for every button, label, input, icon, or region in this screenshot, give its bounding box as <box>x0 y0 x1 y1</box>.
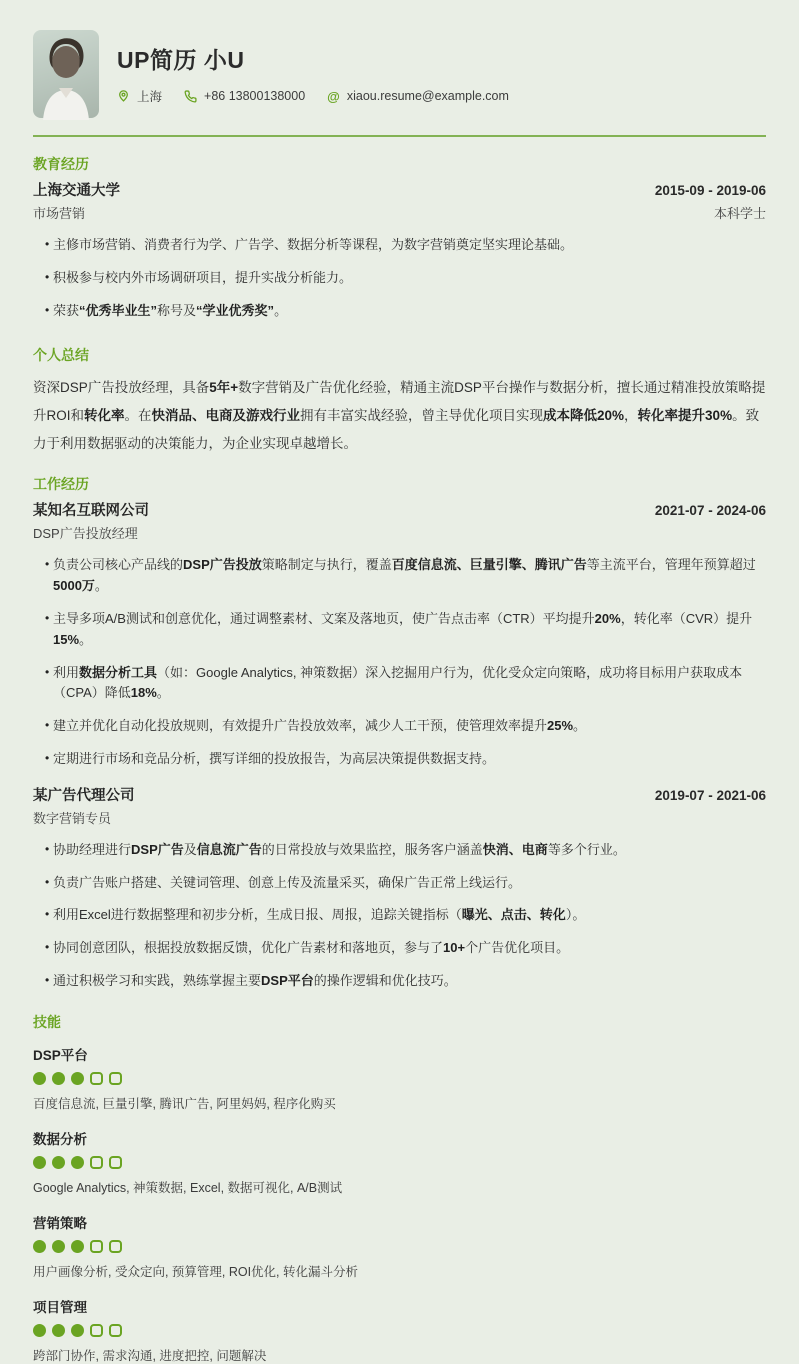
bullet-text <box>53 749 766 770</box>
education-major: 市场营销 <box>33 206 86 221</box>
skill-detail: 用户画像分析, 受众定向, 预算管理, ROI优化, 转化漏斗分析 <box>33 1264 359 1279</box>
level-dot-filled-icon <box>52 1156 65 1169</box>
plain-text: 个广告优化项目。 <box>465 940 570 956</box>
plain-text: （如：Google Analytics, 神策数据）深入挖掘用户行为，优化受众定向策略，成功将目标用户获取成本（CPA）降低 <box>53 664 743 701</box>
bullet-item <box>33 749 766 770</box>
level-dot-empty-icon <box>90 1240 103 1253</box>
bold-text: 快消品、电商及游戏行业 <box>151 408 301 424</box>
bullet-icon: • <box>45 874 50 889</box>
plain-text: 策略制定与执行，覆盖 <box>261 557 392 573</box>
level-dot-empty-icon <box>90 1156 103 1169</box>
plain-text: ， <box>624 408 638 424</box>
bullet-icon: • <box>45 750 50 765</box>
skill-level <box>33 1240 766 1253</box>
profile-photo <box>33 30 99 118</box>
level-dot-filled-icon <box>71 1240 84 1253</box>
plain-text: 协助经理进行 <box>53 841 132 857</box>
bold-text: 18% <box>130 685 157 701</box>
job-header <box>33 499 766 520</box>
phone-icon <box>184 90 197 103</box>
plain-text: 负责广告账户搭建、关键词管理、创意上传及流量采买，确保广告正常上线运行。 <box>53 874 522 890</box>
plain-text: 协同创意团队，根据投放数据反馈，优化广告素材和落地页，参与了 <box>53 940 444 956</box>
section-education <box>33 154 766 321</box>
level-dot-filled-icon <box>33 1240 46 1253</box>
skill-group <box>33 1128 766 1196</box>
level-dot-filled-icon <box>71 1072 84 1085</box>
skill-group <box>33 1212 766 1280</box>
work-jobs <box>33 499 766 991</box>
level-dot-filled-icon <box>52 1072 65 1085</box>
plain-text: 。 <box>79 631 93 647</box>
plain-text: 主导多项A/B测试和创意优化，通过调整素材、文案及落地页，使广告点击率（CTR）平均提升 <box>53 610 595 626</box>
level-dot-filled-icon <box>71 1156 84 1169</box>
level-dot-filled-icon <box>52 1324 65 1337</box>
bullet-icon: • <box>45 557 50 572</box>
bullet-text <box>53 235 766 256</box>
job-bullets <box>33 840 766 992</box>
job-role-row <box>33 808 766 827</box>
section-title-work: 工作经历 <box>33 476 89 493</box>
level-dot-filled-icon <box>52 1240 65 1253</box>
level-dot-empty-icon <box>90 1072 103 1085</box>
contact-row <box>117 87 509 105</box>
company-name: 某知名互联网公司 <box>33 503 149 520</box>
plain-text: 利用 <box>53 664 80 680</box>
bullet-text <box>53 938 766 959</box>
email-icon: @ <box>327 88 340 104</box>
skill-detail: Google Analytics, 神策数据, Excel, 数据可视化, A/B测试 <box>33 1180 343 1195</box>
header-divider <box>33 135 766 137</box>
bullet-text <box>53 840 766 861</box>
bullet-text <box>53 971 766 992</box>
plain-text: ）。 <box>565 907 586 923</box>
plain-text: 数字营销及广告优化经验，精通主流DSP平台操作与数据分析，擅长通过精准投放策略提升ROI和 <box>33 380 766 424</box>
bullet-icon: • <box>45 269 50 284</box>
bold-text: 转化率提升30% <box>637 408 733 424</box>
bullet-item <box>33 971 766 992</box>
bullet-text <box>53 609 766 651</box>
plain-text: 。 <box>573 718 587 734</box>
job-entry <box>33 499 766 769</box>
plain-text: 资深DSP广告投放经理，具备 <box>33 380 210 396</box>
bold-text: 20% <box>594 610 621 626</box>
level-dot-filled-icon <box>33 1324 46 1337</box>
plain-text: 。在 <box>124 408 152 424</box>
bullet-item <box>33 663 766 705</box>
bullet-icon: • <box>45 972 50 987</box>
bullet-item <box>33 840 766 861</box>
plain-text: 利用Excel进行数据整理和初步分析，生成日报、周报，追踪关键指标（ <box>53 907 462 923</box>
bullet-icon: • <box>45 940 50 955</box>
plain-text: ，转化率（CVR）提升 <box>620 610 753 626</box>
job-date: 2019-07 - 2021-06 <box>654 787 766 803</box>
person-silhouette-icon <box>33 32 99 120</box>
skill-group <box>33 1296 766 1364</box>
bullet-item <box>33 609 766 651</box>
section-summary <box>33 345 766 458</box>
bold-text: 5000万 <box>53 578 95 594</box>
summary-text <box>33 374 766 458</box>
bold-text: DSP广告投放 <box>183 557 262 573</box>
candidate-name: UP简历 小U <box>117 47 245 73</box>
bold-text: 信息流广告 <box>196 841 262 857</box>
section-work <box>33 474 766 991</box>
skill-name: DSP平台 <box>33 1047 88 1063</box>
section-title-education: 教育经历 <box>33 156 89 172</box>
job-bullets <box>33 555 766 769</box>
plain-text: 的日常投放与效果监控，服务客户涵盖 <box>261 841 483 857</box>
bullet-text <box>53 301 766 322</box>
header-text <box>117 30 509 105</box>
plain-text: 。致力于利用数据驱动的决策能力，为企业实现卓越增长。 <box>33 408 760 452</box>
plain-text: 。 <box>274 302 288 318</box>
bullet-text <box>53 268 766 289</box>
bold-text: 快消、电商 <box>482 841 548 857</box>
bullet-text <box>53 663 766 705</box>
plain-text: 及 <box>183 841 197 857</box>
school-name: 上海交通大学 <box>33 183 120 199</box>
level-dot-empty-icon <box>109 1156 122 1169</box>
job-role: 数字营销专员 <box>33 810 112 826</box>
bullet-item <box>33 555 766 597</box>
plain-text: 等多个行业。 <box>547 841 626 857</box>
bullet-icon: • <box>45 907 50 922</box>
bullet-icon: • <box>45 610 50 625</box>
bullet-icon: • <box>45 664 50 679</box>
skill-name: 数据分析 <box>33 1131 87 1147</box>
section-title-summary: 个人总结 <box>33 347 89 364</box>
bullet-item <box>33 235 766 256</box>
education-date: 2015-09 - 2019-06 <box>654 183 766 198</box>
skills-groups <box>33 1044 766 1364</box>
bullet-text <box>53 905 766 926</box>
bullet-item <box>33 938 766 959</box>
bullet-text <box>53 716 766 737</box>
bullet-item <box>33 873 766 894</box>
plain-text: 定期进行市场和竞品分析，撰写详细的投放报告，为高层决策提供数据支持。 <box>53 750 496 766</box>
bullet-item <box>33 905 766 926</box>
bullet-icon: • <box>45 841 50 856</box>
bullet-text <box>53 873 766 894</box>
level-dot-empty-icon <box>109 1240 122 1253</box>
header <box>33 30 766 118</box>
plain-text: 通过积极学习和实践，熟练掌握主要 <box>53 972 262 988</box>
education-bullets <box>33 235 766 321</box>
plain-text: 建立并优化自动化投放规则，有效提升广告投放效率，减少人工干预，使管理效率提升 <box>53 718 548 734</box>
level-dot-empty-icon <box>109 1072 122 1085</box>
job-header <box>33 784 766 805</box>
bold-text: 数据分析工具 <box>79 664 158 680</box>
level-dot-filled-icon <box>33 1156 46 1169</box>
skill-detail: 跨部门协作, 需求沟通, 进度把控, 问题解决 <box>33 1348 267 1363</box>
plain-text: 等主流平台，管理年预算超过 <box>586 557 756 573</box>
plain-text: 积极参与校内外市场调研项目，提升实战分析能力。 <box>53 269 353 285</box>
bullet-item <box>33 716 766 737</box>
bullet-icon: • <box>45 302 50 317</box>
phone-text: +86 13800138000 <box>204 89 306 103</box>
bold-text: 10+ <box>443 940 466 956</box>
skill-level <box>33 1072 766 1085</box>
level-dot-empty-icon <box>109 1324 122 1337</box>
bold-text: “优秀毕业生” <box>79 302 158 318</box>
bullet-item <box>33 301 766 322</box>
plain-text: 称号及 <box>157 302 197 318</box>
plain-text: 主修市场营销、消费者行为学、广告学、数据分析等课程，为数字营销奠定坚实理论基础。 <box>53 237 574 252</box>
plain-text: 。 <box>156 685 170 701</box>
bold-text: 25% <box>547 718 574 734</box>
company-name: 某广告代理公司 <box>33 787 135 804</box>
bold-text: 成本降低20% <box>543 408 625 424</box>
skill-name: 营销策略 <box>33 1215 87 1231</box>
section-skills <box>33 1012 766 1364</box>
bold-text: 转化率 <box>84 408 125 424</box>
bold-text: DSP广告 <box>131 841 184 857</box>
bold-text: DSP平台 <box>261 972 314 988</box>
bullet-item <box>33 268 766 289</box>
plain-text: 荣获 <box>53 302 80 318</box>
bullet-text <box>53 555 766 597</box>
plain-text: 。 <box>94 578 108 594</box>
skill-level <box>33 1324 766 1337</box>
job-role-row <box>33 523 766 542</box>
plain-text: 负责公司核心产品线的 <box>53 557 184 573</box>
level-dot-filled-icon <box>33 1072 46 1085</box>
bold-text: “学业优秀奖” <box>196 302 275 318</box>
bold-text: 15% <box>53 631 80 647</box>
skill-level <box>33 1156 766 1169</box>
location-text: 上海 <box>137 90 163 104</box>
level-dot-filled-icon <box>71 1324 84 1337</box>
plain-text: 的操作逻辑和优化技巧。 <box>313 972 457 988</box>
job-date: 2021-07 - 2024-06 <box>654 503 766 519</box>
bullet-icon: • <box>45 718 50 733</box>
skill-name: 项目管理 <box>33 1299 87 1315</box>
skill-group <box>33 1044 766 1112</box>
skill-detail: 百度信息流, 巨量引擎, 腾讯广告, 阿里妈妈, 程序化购买 <box>33 1096 336 1111</box>
plain-text: 拥有丰富实战经验，曾主导优化项目实现 <box>300 408 544 424</box>
bold-text: 曝光、点击、转化 <box>461 907 566 923</box>
job-entry <box>33 784 766 992</box>
location-pin-icon <box>117 89 130 103</box>
education-degree: 本科学士 <box>713 206 766 221</box>
job-role: DSP广告投放经理 <box>33 526 138 542</box>
email-text: xiaou.resume@example.com <box>346 89 509 103</box>
level-dot-empty-icon <box>90 1324 103 1337</box>
bold-text: 5年+ <box>209 380 239 396</box>
section-title-skills: 技能 <box>33 1013 61 1030</box>
bold-text: 百度信息流、巨量引擎、腾讯广告 <box>391 557 587 573</box>
bullet-icon: • <box>45 237 50 251</box>
